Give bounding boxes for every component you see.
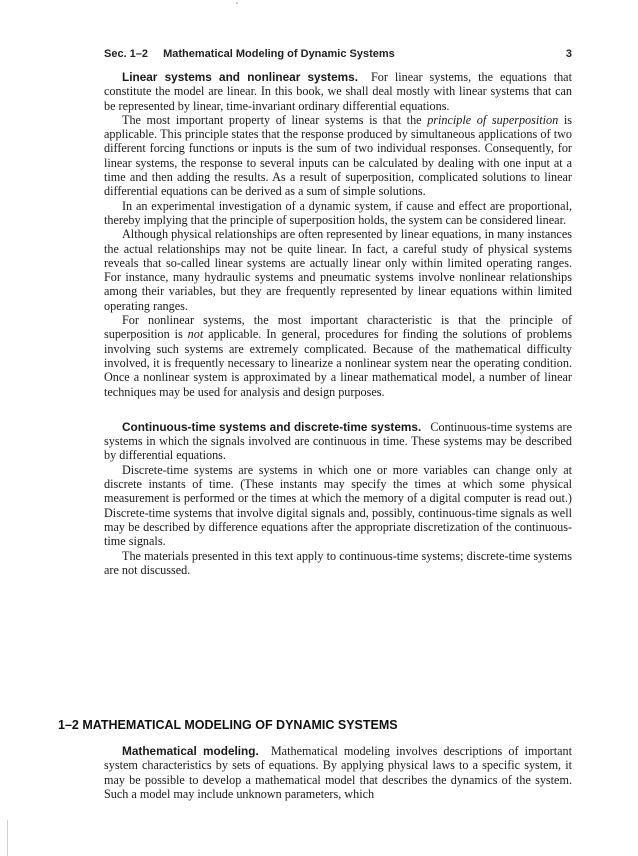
section-heading: 1–2 MATHEMATICAL MODELING OF DYNAMIC SYSTEMS bbox=[58, 718, 398, 732]
paragraph-experimental: In an experimental investigation of a dynamic system, if cause and effect are proportional, thereby implying that the principle of superposition holds, the system can be considered linear. bbox=[104, 198, 572, 227]
paragraph-text: The most important property of linear systems is that the bbox=[122, 112, 422, 127]
page-number: 3 bbox=[565, 48, 572, 60]
paragraph-continuous-time bbox=[104, 420, 572, 463]
emphasis-text: not bbox=[187, 327, 204, 342]
paragraph-text: is applicable. This principle states that the response produced by simultaneous applications of two different forcing functions or inputs is the sum of two individual responses. Consequently, for linear systems, the response to several inputs can be calculated by dealing with one input at a time and then adding the results. As a result of superposition, complicated solutions to linear differential equations can be derived as a sum of simple solutions. bbox=[104, 112, 572, 199]
runin-heading-modeling: Mathematical modeling. bbox=[122, 744, 259, 758]
header-chapter-title: Mathematical Modeling of Dynamic Systems bbox=[163, 48, 395, 60]
paragraph-discrete-time: Discrete-time systems are systems in which one or more variables can change only at discrete instants of time. (These instants may specify the times at which some physical measurement is performed or the times at which the memory of a digital computer is read out.) Discrete-time systems that involve digital signals and, possibly, continuous-time signals as well may be described by difference equations after the appropriate discretization of the continuous-time signals. bbox=[104, 462, 572, 549]
paragraph-spacer bbox=[104, 399, 572, 420]
running-header bbox=[104, 48, 572, 60]
paragraph-physical-relationships: Although physical relationships are often represented by linear equations, in many instances the actual relationships may not be quite linear. In fact, a careful study of physical systems reveals that so-called linear systems are actually linear only within limited operating ranges. For instance, many hydraulic systems and pneumatic systems involve nonlinear relationships among their variables, but they are frequently represented by linear equations within limited operating ranges. bbox=[104, 227, 572, 313]
main-text bbox=[104, 70, 572, 577]
header-section-number: Sec. 1–2 bbox=[104, 48, 149, 60]
paragraph-text: Continuous-time systems are systems in which the signals involved are continuous in time. These systems may be described by differential equations. bbox=[104, 419, 572, 463]
paragraph-text: applicable. In general, procedures for finding the solutions of problems involving such systems are extremely complicated. Because of the mathematical difficulty involved, it is frequently necessary to linearize a nonlinear system near the operating condition. Once a nonlinear system is approximated by a linear mathematical model, a number of linear techniques may be used for analysis and design purposes. bbox=[104, 327, 573, 399]
paragraph-text: For linear systems, the equations that constitute the model are linear. In this book, we shall deal mostly with linear systems that can be represented by linear, time-invariant ordinary differential equations. bbox=[104, 70, 572, 113]
runin-heading-linear: Linear systems and nonlinear systems. bbox=[122, 70, 358, 84]
emphasis-text: principle of superposition bbox=[427, 112, 559, 127]
paragraph-text: For nonlinear systems, the most important characteristic is that the principle of superposition is bbox=[104, 313, 572, 342]
paragraph-text: Mathematical modeling involves descriptions of important system characteristics by sets of equations. By applying physical laws to a specific system, it may be possible to develop a mathematical model that describes the dynamics of the system. Such a model may include unknown parameters, which bbox=[104, 744, 572, 801]
binding-edge-line bbox=[7, 820, 8, 856]
scan-speck bbox=[236, 2, 238, 4]
runin-heading-continuous: Continuous-time systems and discrete-time systems. bbox=[122, 419, 422, 434]
paragraph-superposition bbox=[104, 113, 572, 199]
section-text bbox=[104, 744, 572, 801]
paragraph-linear-systems bbox=[104, 70, 572, 113]
paragraph-mathematical-modeling bbox=[104, 744, 572, 801]
paragraph-materials: The materials presented in this text apply to continuous-time systems; discrete-time systems are not discussed. bbox=[104, 548, 572, 577]
paragraph-nonlinear bbox=[104, 313, 572, 399]
